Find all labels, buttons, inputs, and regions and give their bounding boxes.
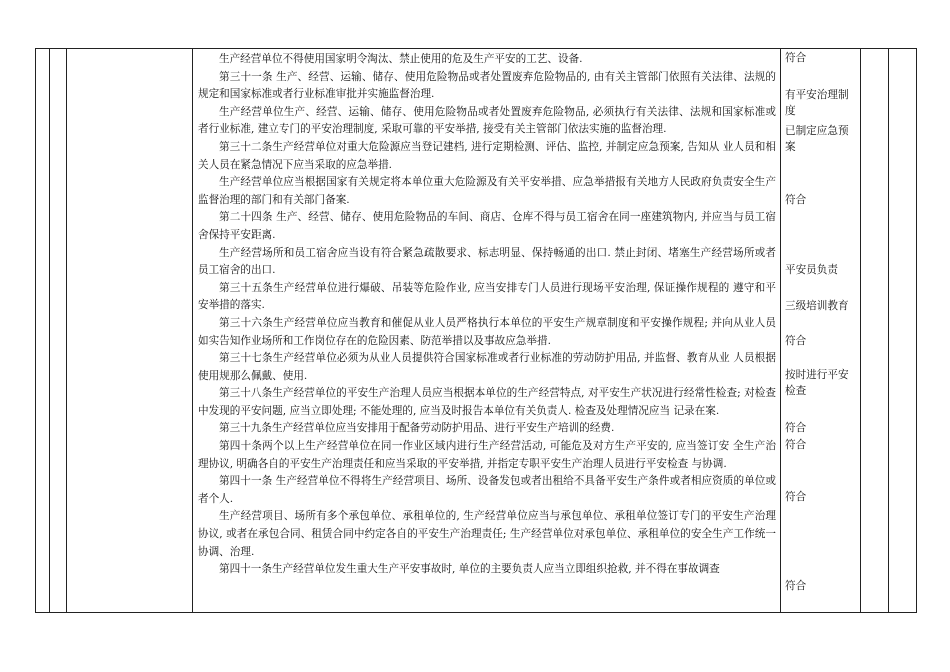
column-divider [860,48,861,613]
column-divider [66,48,67,613]
verdict-cell: 平安员负责 [785,264,838,276]
verdict-cell: 按时进行平安检查 [785,369,849,397]
verdict-cell: 符合 [785,580,807,592]
verdict-cell: 符合 [785,194,807,206]
paragraph: 第二十四条 生产、经营、储存、使用危险物品的车间、商店、仓库不得与员工宿舍在同一座建筑物内, 并应当与员工宿舍保持平安距离. [198,211,776,241]
verdict-cell: 符合 [785,491,807,503]
paragraph: 第三十九条生产经营单位应当安排用于配备劳动防护用品、进行平安生产培训的经费. [219,422,615,435]
column-divider [888,48,889,613]
verdict-cell: 符合 [785,52,807,64]
paragraph: 第四十条两个以上生产经营单位在同一作业区域内进行生产经营活动, 可能危及对方生产平安的, 应当签订安 全生产治理协议, 明确各自的平安生产治理责任和应当采取的平安举措, 并指定专职平安生产治理人员进行平安检查 与协调. [198,440,776,470]
paragraph: 生产经营单位应当根据国家有关规定将本单位重大危险源及有关平安举措、应急举措报有关地方人民政府负责安全生产监督治理的部门和有关部门备案. [198,176,776,206]
paragraph: 第三十一条 生产、经营、运输、储存、使用危险物品或者处置废弃危险物品的, 由有关主管部门依照有关法律、法规的规定和国家标准或者行业标准审批并实施监督治理. [198,70,776,101]
column-divider [49,48,50,613]
paragraph: 第三十二条生产经营单位对重大危险源应当登记建档, 进行定期检测、评估、监控, 并制定应急预案, 告知从 业人员和相关人员在紧急情况下应当采取的应急举措. [198,140,776,171]
verdict-cell: 符合 [785,335,807,347]
paragraph: 生产经营单位不得使用国家明令淘汰、禁止使用的危及生产平安的工艺、设备. [219,53,583,65]
verdict-cell: 已制定应急预案 [785,125,849,153]
column-divider [780,48,781,613]
paragraph: 生产经营单位生产、经营、运输、储存、使用危险物品或者处置废弃危险物品, 必须执行有关法律、法规和国家标准或者行业标准, 建立专门的平安治理制度, 采取可靠的平安举措, 接受有关主管部门依法实施的监督治理. [198,105,776,136]
paragraph: 第四十一条生产经营单位发生重大生产平安事故时, 单位的主要负责人应当立即组织抢救, 并不得在事故调查 [219,563,720,576]
paragraph: 第三十六条生产经营单位应当教育和催促从业人员严格执行本单位的平安生产规章制度和平安操作规程; 并向从业人员如实告知作业场所和工作岗位存在的危险因素、防范举措以及事故应急举措. [198,316,776,347]
paragraph: 生产经营场所和员工宿舍应当设有符合紧急疏散要求、标志明显、保持畅通的出口. 禁止封闭、堵塞生产经营场所或者员工宿舍的出口. [198,246,776,277]
verdict-cell: 三级培训教育 [785,300,849,312]
regulation-text-column [198,51,776,579]
paragraph: 生产经营项目、场所有多个承包单位、承租单位的, 生产经营单位应当与承包单位、承租单位签订专门的平安生产治理协议, 或者在承包合同、租赁合同中约定各自的平安生产治理责任; 生产经营单位对承包单位、承租单位的安全生产工作统一协调、治理. [198,510,776,558]
column-divider [192,48,193,613]
paragraph: 第三十七条生产经营单位必须为从业人员提供符合国家标准或者行业标准的劳动防护用品, 并监督、教育从业 人员根据使用规那么佩戴、使用. [198,352,776,382]
paragraph: 第三十八条生产经营单位的平安生产治理人员应当根据本单位的生产经营特点, 对平安生产状况进行经常性检查; 对检查中发现的平安问题, 应当立即处理; 不能处理的, 应当及时报告本单位有关负责人. 检查及处理情况应当 记录在案. [198,387,776,417]
verdict-cell: 有平安治理制度 [785,89,849,117]
paragraph: 第四十一条 生产经营单位不得将生产经营项目、场所、设备发包或者出租给不具备平安生产条件或者相应资质的单位或者个人. [198,475,776,505]
verdict-cell: 符合 [785,439,807,451]
verdict-cell: 符合 [785,422,807,434]
paragraph: 第三十五条生产经营单位进行爆破、吊装等危险作业, 应当安排专门人员进行现场平安治理, 保证操作规程的 遵守和平安举措的落实. [198,281,776,312]
